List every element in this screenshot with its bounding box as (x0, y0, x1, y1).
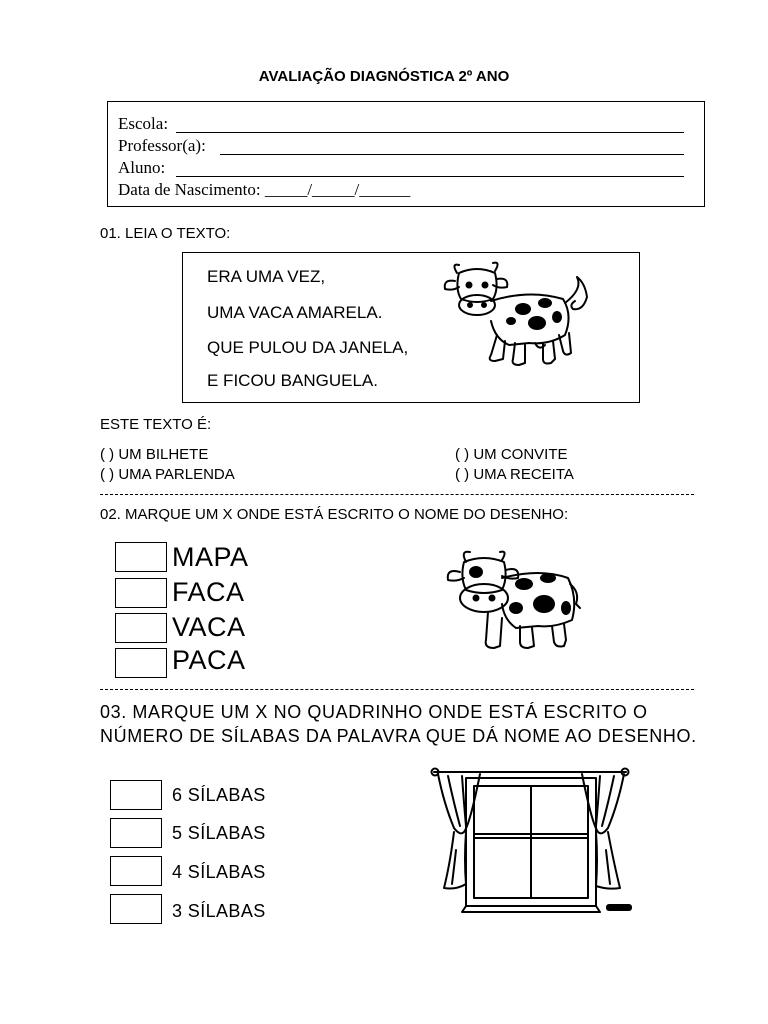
divider (100, 494, 694, 497)
q1-question: ESTE TEXTO É: (100, 416, 212, 433)
option-3-silabas: 3 SÍLABAS (172, 901, 266, 921)
checkbox-faca[interactable] (115, 578, 167, 608)
escola-label: Escola: (118, 114, 169, 133)
q1-prompt: 01. LEIA O TEXTO: (100, 225, 231, 242)
word-faca: FACA (172, 577, 245, 607)
checkbox-4-silabas[interactable] (110, 856, 162, 886)
identification-box (107, 101, 705, 207)
option-4-silabas: 4 SÍLABAS (172, 862, 266, 882)
checkbox-3-silabas[interactable] (110, 894, 162, 924)
page-title: AVALIAÇÃO DIAGNÓSTICA 2º ANO (258, 68, 510, 85)
word-mapa: MAPA (172, 542, 249, 572)
divider (100, 689, 694, 692)
word-paca: PACA (172, 645, 246, 675)
option-convite[interactable]: ( ) UM CONVITE (455, 446, 568, 463)
checkbox-5-silabas[interactable] (110, 818, 162, 848)
option-parlenda[interactable]: ( ) UMA PARLENDA (100, 466, 235, 483)
checkbox-mapa[interactable] (115, 542, 167, 572)
professor-line[interactable] (220, 154, 684, 155)
aluno-line[interactable] (176, 176, 684, 177)
q2-prompt: 02. MARQUE UM X ONDE ESTÁ ESCRITO O NOME DO DESENHO: (100, 506, 569, 523)
aluno-label: Aluno: (118, 158, 166, 177)
poem-line: ERA UMA VEZ, (207, 267, 326, 286)
option-6-silabas: 6 SÍLABAS (172, 785, 266, 805)
nascimento-row (118, 180, 410, 200)
checkbox-6-silabas[interactable] (110, 780, 162, 810)
poem-line: UMA VACA AMARELA. (207, 303, 383, 322)
window-icon (430, 764, 634, 914)
checkbox-paca[interactable] (115, 648, 167, 678)
poem-line: E FICOU BANGUELA. (207, 371, 378, 390)
watermark-badge (606, 904, 632, 911)
option-bilhete[interactable]: ( ) UM BILHETE (100, 446, 209, 463)
poem-box (182, 252, 640, 403)
cow-icon (444, 548, 588, 654)
escola-line[interactable] (176, 132, 684, 133)
q3-prompt: 03. MARQUE UM X NO QUADRINHO ONDE ESTÁ ESCRITO O NÚMERO DE SÍLABAS DA PALAVRA QUE DÁ NOME AO DESENHO. (100, 702, 697, 746)
professor-label: Professor(a): (118, 136, 206, 155)
poem-line: QUE PULOU DA JANELA, (207, 338, 409, 357)
cow-icon (439, 259, 591, 369)
checkbox-vaca[interactable] (115, 613, 167, 643)
option-receita[interactable]: ( ) UMA RECEITA (455, 466, 574, 483)
option-5-silabas: 5 SÍLABAS (172, 823, 266, 843)
nascimento-label: Data de Nascimento: (118, 180, 261, 199)
nascimento-blank[interactable]: _____/_____/______ (264, 180, 411, 199)
word-vaca: VACA (172, 612, 246, 642)
